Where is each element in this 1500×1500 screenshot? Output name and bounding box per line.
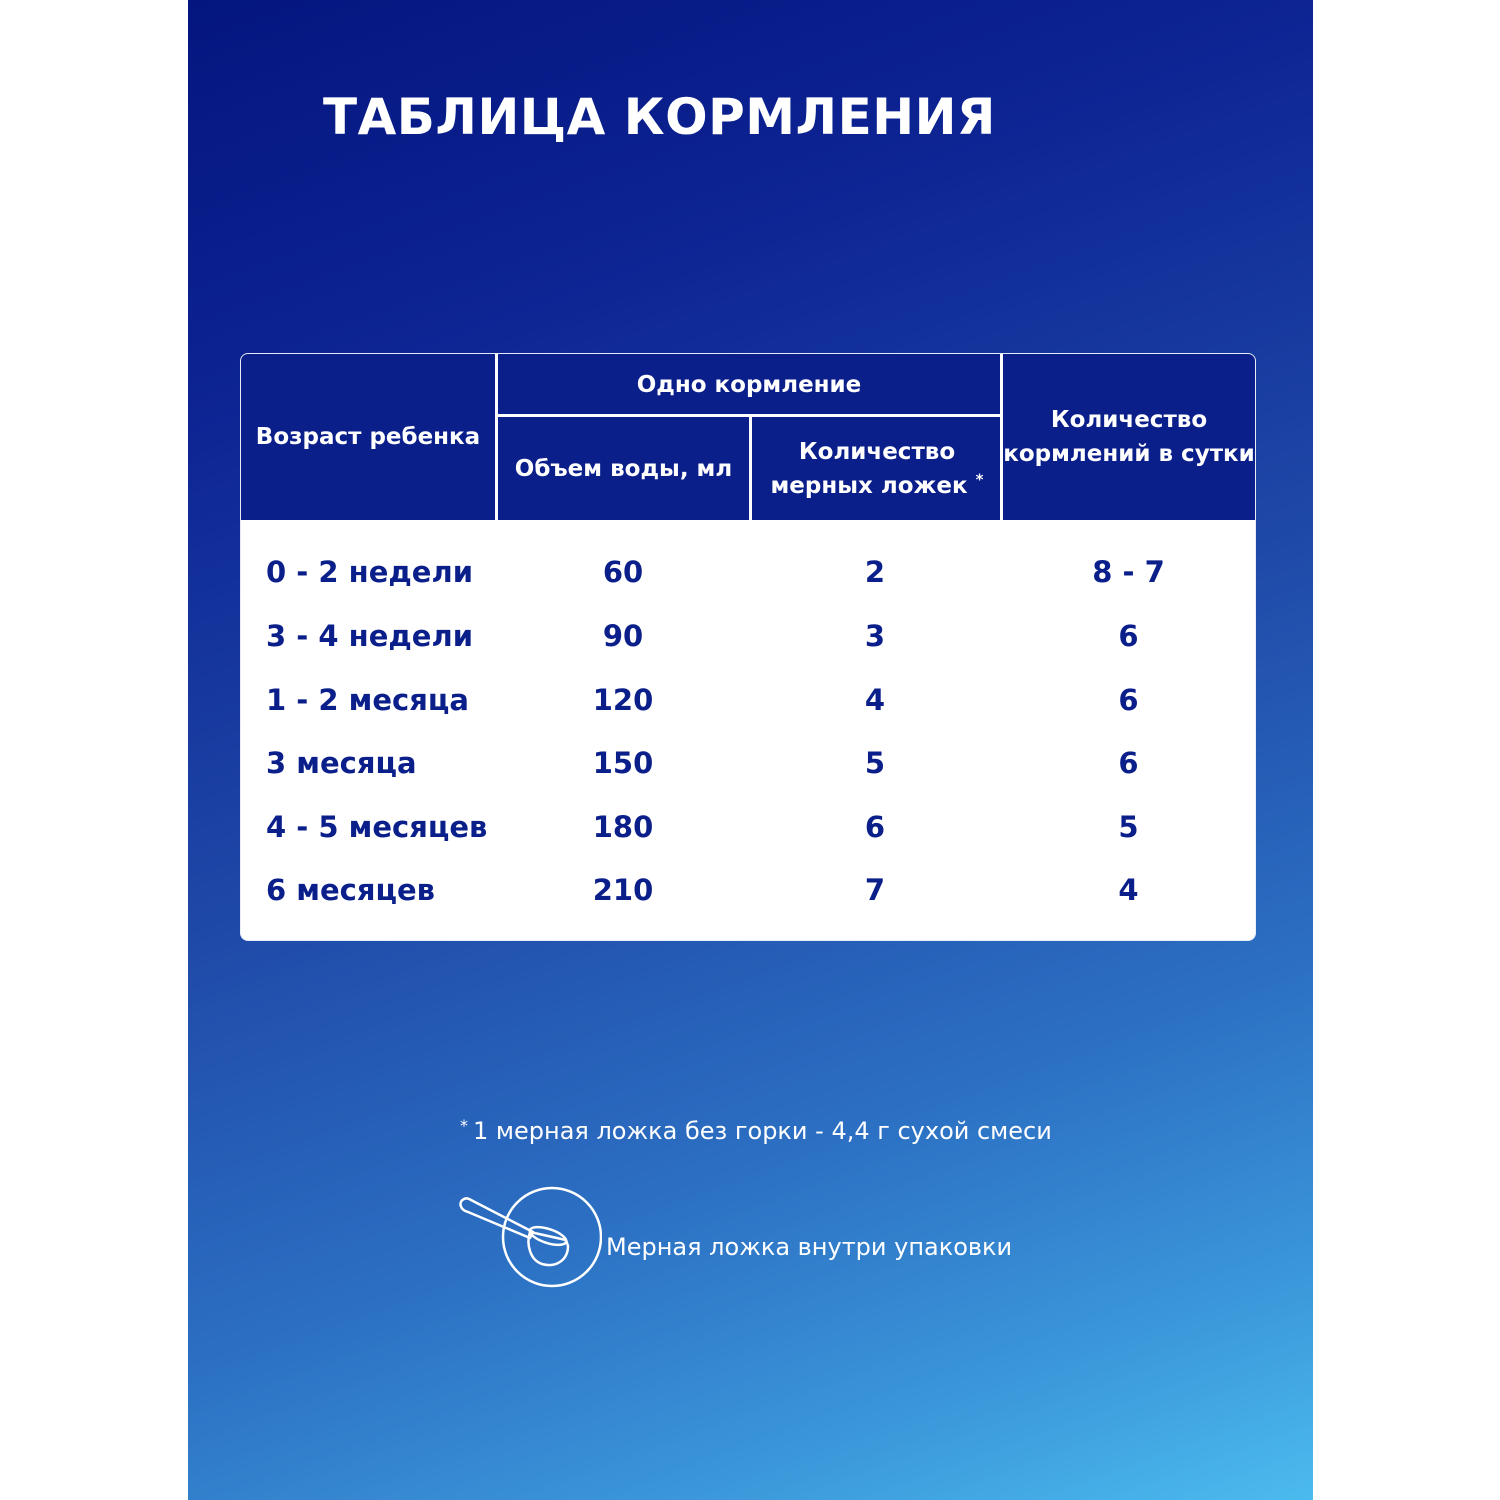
header-spoons-line1: Количество (798, 438, 956, 465)
table-row (241, 540, 1255, 604)
header-spoons-line2-wrap (770, 469, 983, 503)
header-spoons-line2: мерных ложек (770, 472, 968, 499)
header-one-feeding: Одно кормление (636, 372, 862, 398)
cell-age: 3 - 4 недели (266, 619, 474, 653)
cell-age: 6 месяцев (266, 873, 435, 907)
cell-feeds: 6 (1118, 619, 1139, 653)
cell-feeds: 8 - 7 (1092, 555, 1165, 589)
cell-water: 120 (592, 683, 654, 717)
table-header (241, 354, 1255, 520)
header-age: Возраст ребенка (255, 424, 481, 450)
header-divider (1000, 354, 1003, 520)
feeding-table (241, 354, 1255, 940)
cell-spoons: 5 (864, 746, 886, 780)
cell-water: 60 (602, 555, 644, 589)
header-spoons (752, 417, 1002, 520)
header-divider (749, 414, 752, 520)
cell-water: 210 (592, 873, 654, 907)
spoon-note: Мерная ложка внутри упаковки (606, 1233, 1013, 1261)
header-spoons-star: * (975, 469, 984, 488)
cell-age: 0 - 2 недели (266, 555, 474, 589)
footnote-text: 1 мерная ложка без горки - 4,4 г сухой смеси (473, 1117, 1052, 1145)
cell-water: 90 (602, 619, 644, 653)
cell-spoons: 6 (864, 810, 886, 844)
cell-feeds: 5 (1118, 810, 1139, 844)
footnote-star: * (460, 1116, 468, 1135)
cell-feeds: 4 (1118, 873, 1139, 907)
table-row (241, 668, 1255, 732)
header-feeds-line2: кормлений в сутки (1003, 441, 1255, 467)
cell-age: 4 - 5 месяцев (266, 810, 488, 844)
header-divider (495, 414, 1003, 417)
header-feeds-line1: Количество (1050, 407, 1208, 433)
page-title: ТАБЛИЦА КОРМЛЕНИЯ (323, 88, 996, 146)
footnote (460, 1116, 1052, 1145)
cell-spoons: 3 (864, 619, 886, 653)
cell-water: 150 (592, 746, 654, 780)
measuring-spoon-icon (456, 1186, 602, 1290)
feeding-table-page (188, 0, 1313, 1500)
cell-spoons: 7 (864, 873, 886, 907)
table-row (241, 858, 1255, 922)
cell-water: 180 (592, 810, 654, 844)
table-row (241, 731, 1255, 795)
cell-feeds: 6 (1118, 746, 1139, 780)
table-row (241, 795, 1255, 859)
header-divider (495, 354, 498, 520)
header-feeds-per-day (1003, 354, 1255, 520)
header-water-volume: Объем воды, мл (514, 455, 733, 482)
cell-spoons: 4 (864, 683, 886, 717)
table-row (241, 604, 1255, 668)
cell-age: 1 - 2 месяца (266, 683, 469, 717)
cell-feeds: 6 (1118, 683, 1139, 717)
cell-age: 3 месяца (266, 746, 417, 780)
cell-spoons: 2 (864, 555, 886, 589)
